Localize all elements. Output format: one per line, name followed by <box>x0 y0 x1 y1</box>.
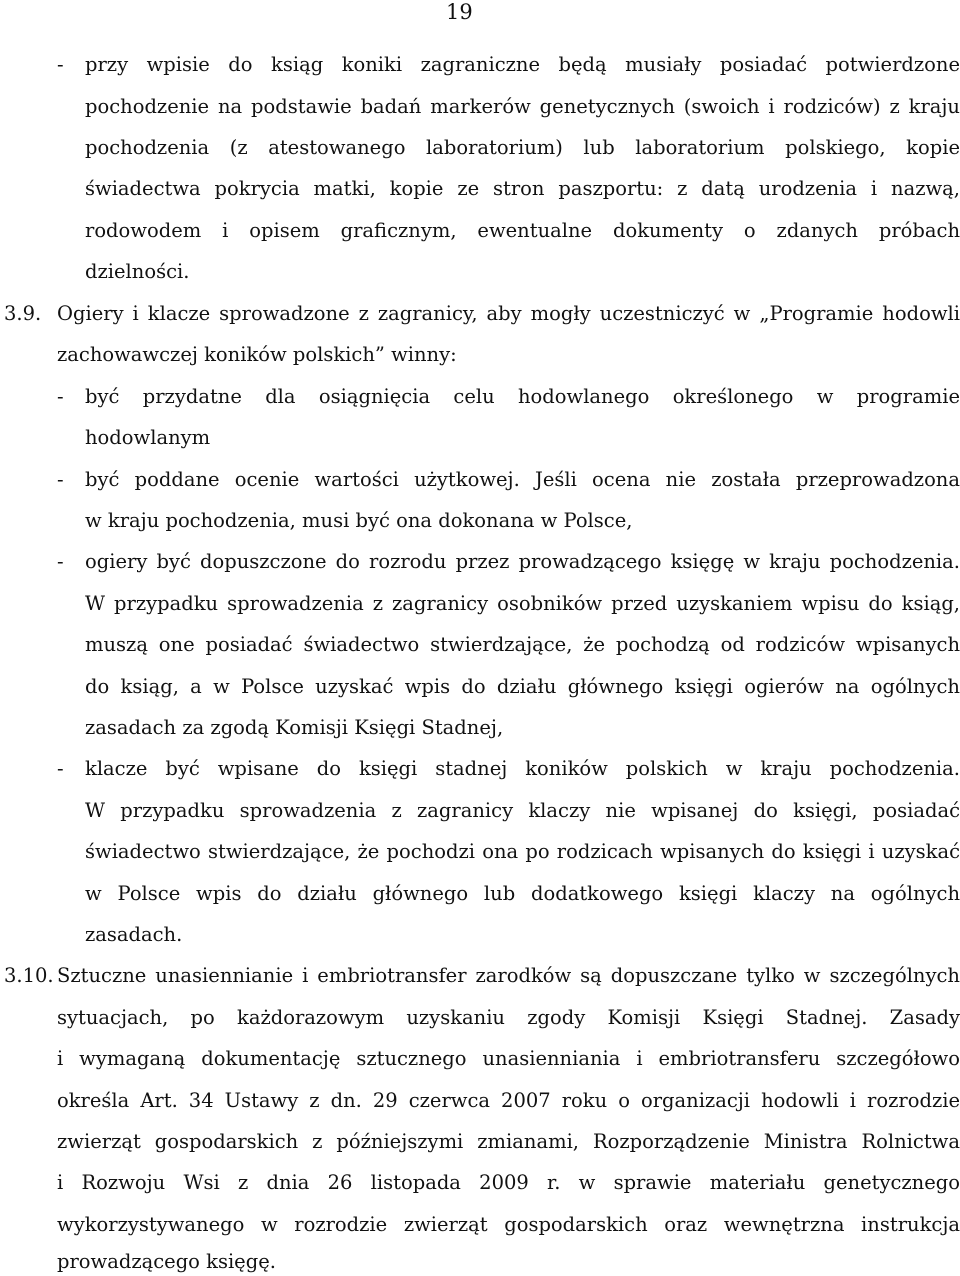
text-line: prowadzącego księgę. <box>57 1250 276 1273</box>
text-line: zachowawczej koników polskich” winny: <box>57 343 457 366</box>
text-line: sytuacjach, po każdorazowym uzyskaniu zgody Komisji Księgi Stadnej. Zasady <box>57 1006 960 1029</box>
text-line: dzielności. <box>85 260 190 283</box>
text-line: rodowodem i opisem graficznym, ewentualne dokumenty o zdanych próbach <box>85 219 960 242</box>
text-line: ogiery być dopuszczone do rozrodu przez prowadzącego księgę w kraju pochodzenia. <box>85 550 960 573</box>
text-line: W przypadku sprowadzenia z zagranicy klaczy nie wpisanej do księgi, posiadać <box>85 799 960 822</box>
section-number-3-9: 3.9. <box>4 302 42 325</box>
text-line: zasadach. <box>85 923 183 946</box>
text-line: W przypadku sprowadzenia z zagranicy osobników przed uzyskaniem wpisu do ksiąg, <box>85 592 960 615</box>
text-line: do ksiąg, a w Polsce uzyskać wpis do działu głównego księgi ogierów na ogólnych <box>85 675 960 698</box>
text-line: Ogiery i klacze sprowadzone z zagranicy, aby mogły uczestniczyć w „Programie hodowli <box>57 302 960 325</box>
text-line: hodowlanym <box>85 426 211 449</box>
text-line: przy wpisie do ksiąg koniki zagraniczne będą musiały posiadać potwierdzone <box>85 53 960 76</box>
text-line: zasadach za zgodą Komisji Księgi Stadnej, <box>85 716 504 739</box>
text-line: być przydatne dla osiągnięcia celu hodowlanego określonego w programie <box>85 385 960 408</box>
text-line: określa Art. 34 Ustawy z dn. 29 czerwca 2007 roku o organizacji hodowli i rozrodzie <box>57 1089 960 1112</box>
text-line: klacze być wpisane do księgi stadnej koników polskich w kraju pochodzenia. <box>85 757 960 780</box>
text-line: być poddane ocenie wartości użytkowej. Jeśli ocena nie została przeprowadzona <box>85 468 960 491</box>
list-bullet-dash: - <box>57 385 64 408</box>
text-line: Sztuczne unasiennianie i embriotransfer zarodków są dopuszczane tylko w szczególnych <box>57 964 960 987</box>
list-bullet-dash: - <box>57 468 64 491</box>
text-line: i Rozwoju Wsi z dnia 26 listopada 2009 r. w sprawie materiału genetycznego <box>57 1171 960 1194</box>
text-line: pochodzenia (z atestowanego laboratorium) lub laboratorium polskiego, kopie <box>85 136 960 159</box>
list-bullet-dash: - <box>57 757 64 780</box>
section-number-3-10: 3.10. <box>4 964 54 987</box>
text-line: w Polsce wpis do działu głównego lub dodatkowego księgi klaczy na ogólnych <box>85 882 960 905</box>
list-bullet-dash: - <box>57 550 64 573</box>
text-line: wykorzystywanego w rozrodzie zwierząt gospodarskich oraz wewnętrzna instrukcja <box>57 1213 960 1236</box>
text-line: i wymaganą dokumentację sztucznego unasienniania i embriotransferu szczegółowo <box>57 1047 960 1070</box>
text-line: w kraju pochodzenia, musi być ona dokonana w Polsce, <box>85 509 633 532</box>
text-line: pochodzenie na podstawie badań markerów genetycznych (swoich i rodziców) z kraju <box>85 95 960 118</box>
text-line: świadectwa pokrycia matki, kopie ze stron paszportu: z datą urodzenia i nazwą, <box>85 177 960 200</box>
page-number: 19 <box>446 0 473 24</box>
list-bullet-dash: - <box>57 53 64 76</box>
text-line: świadectwo stwierdzające, że pochodzi ona po rodzicach wpisanych do księgi i uzyskać <box>85 840 960 863</box>
text-line: zwierząt gospodarskich z późniejszymi zmianami, Rozporządzenie Ministra Rolnictwa <box>57 1130 960 1153</box>
text-line: muszą one posiadać świadectwo stwierdzające, że pochodzą od rodziców wpisanych <box>85 633 960 656</box>
